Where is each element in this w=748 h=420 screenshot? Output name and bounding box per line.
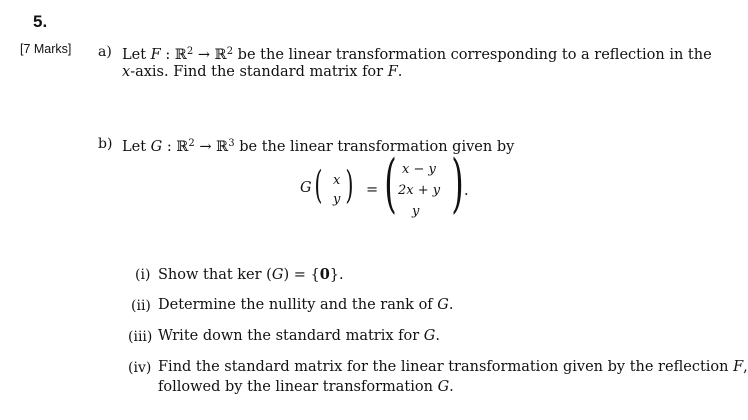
right-paren-out: )	[451, 147, 464, 221]
vec-out-3: y	[412, 204, 420, 219]
subpart-iv-line2: followed by the linear transformation G.	[158, 379, 454, 395]
subpart-iv-line1: Find the standard matrix for the linear transformation given by the reflection F,	[158, 359, 748, 375]
marks-label: [7 Marks]	[20, 42, 72, 56]
part-a-line1: Let F : ℝ$^2$ → ℝ$^2$ be the linear transformation corresponding to a reflection in the	[122, 46, 712, 63]
subpart-iii-text: Write down the standard matrix for G.	[158, 328, 440, 344]
left-paren-out: (	[384, 147, 397, 221]
subpart-iii-label: (iii)	[128, 329, 153, 345]
subpart-i-text: Show that ker (G) = {0}.	[158, 266, 344, 283]
subpart-iv-label: (iv)	[128, 360, 152, 376]
subpart-ii-label: (ii)	[131, 298, 151, 314]
vec-in-y: y	[333, 192, 341, 207]
part-b-line1: Let G : ℝ$^2$ → ℝ$^3$ be the linear transformation given by	[122, 138, 515, 155]
part-a-line2: x-axis. Find the standard matrix for F.	[122, 64, 403, 80]
subpart-ii-text: Determine the nullity and the rank of G.	[158, 297, 454, 313]
vec-out-1: x − y	[402, 162, 436, 177]
left-paren-in: (	[314, 163, 323, 207]
vec-out-2: 2x + y	[398, 183, 441, 198]
vec-in-x: x	[333, 173, 341, 188]
equation-equals: =	[366, 182, 379, 198]
right-paren-in: )	[345, 163, 354, 207]
subpart-i-label: (i)	[135, 267, 151, 283]
part-b-label: b)	[98, 136, 113, 152]
equation-period: .	[464, 183, 469, 199]
part-a-label: a)	[98, 44, 112, 60]
question-number: 5.	[33, 12, 48, 31]
equation-G: G	[300, 180, 312, 196]
